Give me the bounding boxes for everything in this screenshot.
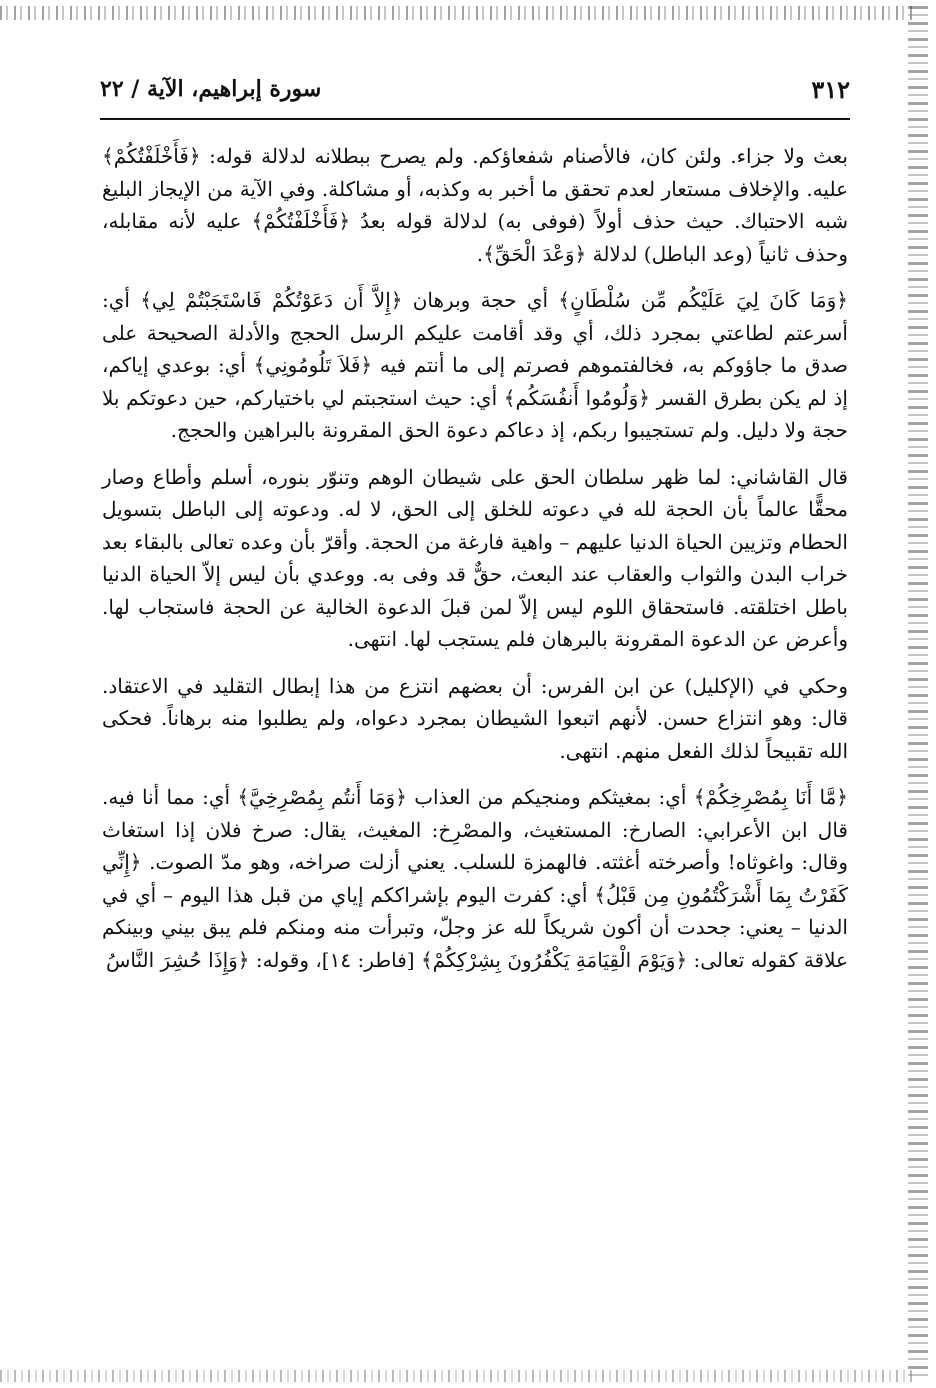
body-text (102, 140, 848, 976)
paragraph: قال القاشاني: لما ظهر سلطان الحق على شيطان الوهم وتنوّر بنوره، أسلم وأطاع وصار محقًّا عالماً بأن الحجة لله في دعوته للخلق إلى الحق، لا له. ودعوته إلى الباطل بتسويل الحطام وتزيين الحياة الدنيا عليهم – واهية فارغة من الحجة. وأقرّ بأن وعده تعالى بالبقاء بعد خراب البدن والثواب والعقاب عند البعث، حقٌّ قد وفى به. ووعدي بأن ليس إلاّ الحياة الدنيا باطل اختلقته. فاستحقاق اللوم ليس إلاّ لمن قبلَ الدعوة الخالية عن الحجة فاستجاب لها. وأعرض عن الدعوة المقرونة بالبرهان فلم يستجب لها. انتهى. (102, 464, 848, 651)
decorative-border-right (908, 6, 928, 1378)
running-title: سورة إبراهيم، الآية / ٢٢ (100, 76, 322, 102)
paragraph: ﴿مَّا أَنَا بِمُصْرِخِكُمْ﴾ أي: بمغيثكم ومنجيكم من العذاب ﴿وَمَا أَنتُم بِمُصْرِخِيَّ﴾ أي: مما أنا فيه. قال ابن الأعرابي: الصارخ: المستغيث، والمصْرِخ: المغيث، يقال: صرخ فلان إذا استغاث وقال: واغوثاه! وأصرخته أغثته. فالهمزة للسلب. يعني أزلت صراخه، وهو مدّ الصوت. ﴿إِنِّي كَفَرْتُ بِمَا أَشْرَكْتُمُونِ مِن قَبْلُ﴾ أي: كفرت اليوم بإشراككم إياي من قبل هذا اليوم – أي في الدنيا – يعني: جحدت أن أكون شريكاً لله عز وجلّ، وتبرأت منه ومنكم فلم يبق بيني وبينكم علاقة كقوله تعالى: ﴿وَيَوْمَ الْقِيَامَةِ يَكْفُرُونَ بِشِرْكِكُمْ﴾ [فاطر: ١٤]، وقوله: ﴿وَإِذَا حُشِرَ النَّاسُ (102, 785, 848, 972)
page-number: ٣١٢ (811, 74, 850, 104)
header-rule (100, 118, 850, 120)
decorative-border-bottom (0, 1370, 915, 1382)
page-header (100, 66, 850, 112)
paragraph: ﴿وَمَا كَانَ لِيَ عَلَيْكُم مِّن سُلْطَانٍ﴾ أي حجة وبرهان ﴿إِلاَّ أَن دَعَوْتُكُمْ فَاسْتَجَبْتُمْ لِي﴾ أي: أسرعتم لطاعتي بمجرد ذلك، أي وقد أقامت عليكم الرسل الحجج والأدلة الصحيحة على صدق ما جاؤوكم به، فخالفتموهم فصرتم إلى ما أنتم فيه ﴿فَلاَ تَلُومُونِي﴾ أي: بوعدي إياكم، إذ لم يكن بطرق القسر ﴿وَلُومُوا أَنفُسَكُم﴾ أي: حيث استجبتم لي باختياركم، حين دعوتكم بلا حجة ولا دليل. ولم تستجيبوا ربكم، إذ دعاكم دعوة الحق المقرونة بالبراهين والحجج. (102, 288, 848, 442)
paragraph: وحكي في (الإكليل) عن ابن الفرس: أن بعضهم انتزع من هذا إبطال التقليد في الاعتقاد. قال: وهو انتزاع حسن. لأنهم اتبعوا الشيطان بمجرد دعواه، ولم يطلبوا منه برهاناً. فحكى الله تقبيحاً لذلك الفعل منهم. انتهى. (102, 673, 848, 763)
decorative-border-top (0, 6, 915, 20)
paragraph: بعث ولا جزاء. ولئن كان، فالأصنام شفعاؤكم. ولم يصرح ببطلانه لدلالة قوله: ﴿فَأَخْلَفْتُكُمْ﴾ عليه. والإخلاف مستعار لعدم تحقق ما أخبر به وكذبه، أو مشاكلة. وفي الآية من الإيجاز البليغ شبه الاحتباك. حيث حذف أولاً (فوفى به) لدلالة قوله بعدُ ﴿فَأَخْلَفْتُكُمْ﴾ عليه لأنه مقابله، وحذف ثانياً (وعد الباطل) لدلالة ﴿وَعْدَ الْحَقِّ﴾. (102, 144, 848, 266)
